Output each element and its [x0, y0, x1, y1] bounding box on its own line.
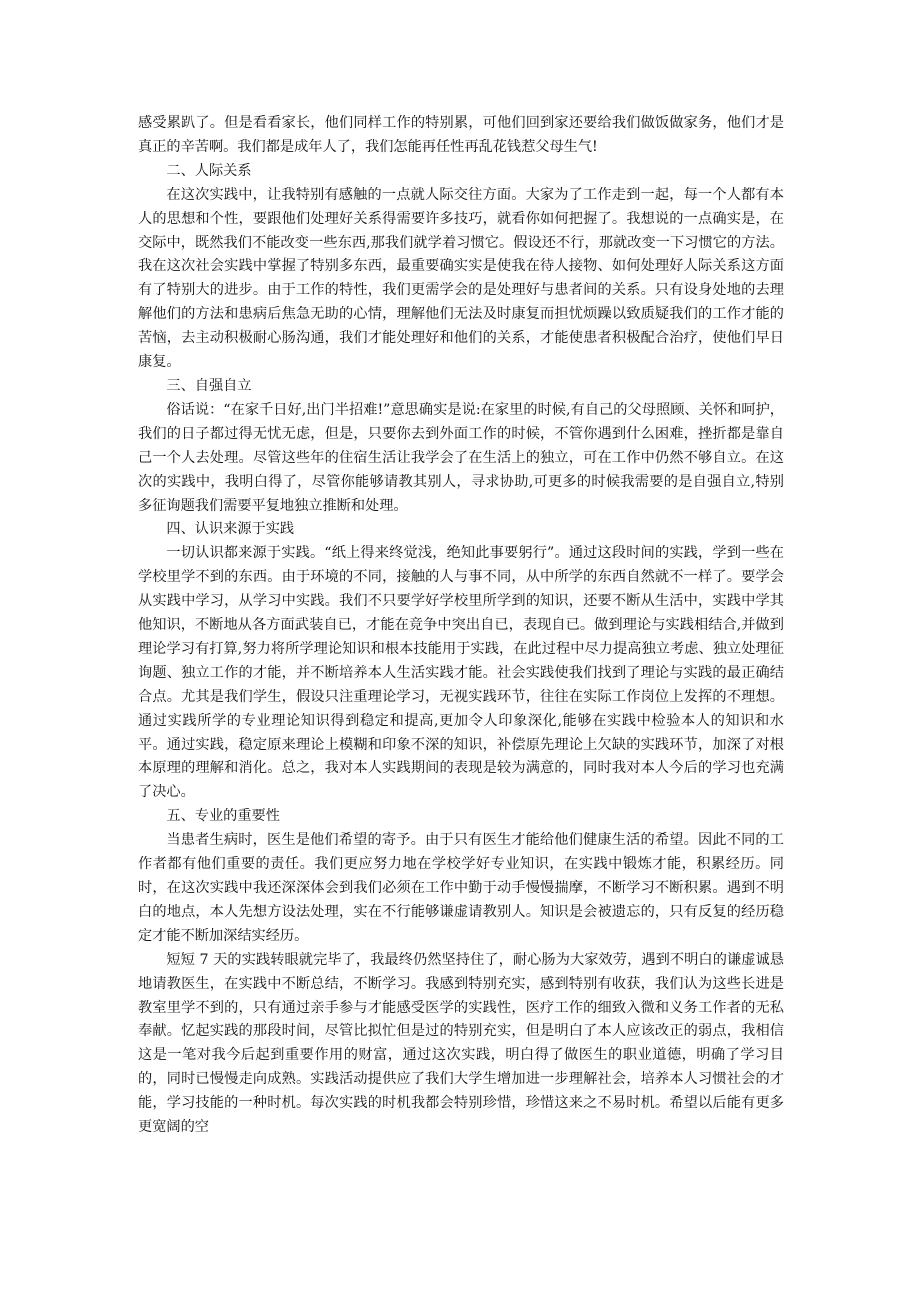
paragraph-specialty: 当患者生病时，医生是他们希望的寄予。由于只有医生才能给他们健康生活的希望。因此不同的工作者都有他们重要的责任。我们更应努力地在学校学好专业知识，在实践中锻炼才能，积累经历。同时，在这次实践中我还深深体会到我们必须在工作中勤于动手慢慢揣摩，不断学习不断积累。遇到不明白的地点，本人先想方设法处理，实在不行能够谦虚请教别人。知识是会被遗忘的，只有反复的经历稳定才能不断加深结实经历。 — [138, 832, 784, 944]
paragraph-self-reliance: 俗话说：“在家千日好,出门半招难!”意思确实是说:在家里的时候,有自己的父母照顾、关怀和呵护，我们的日子都过得无忧无虑，但是，只要你去到外面工作的时候，不管你遇到什么困难，挫折都是靠自己一个人去处理。尽管这些年的住宿生活让我学会了在生活上的独立，可在工作中仍然不够自立。在这次的实践中，我明白得了，尽管你能够请教其别人，寻求协助,可更多的时候我需要的是自强自立,特别多征询题我们需要平复地独立推断和处理。 — [138, 401, 784, 514]
section-heading-self-reliance: 三、自强自立 — [166, 377, 252, 394]
paragraph-conclusion: 短短 7 天的实践转眼就完毕了，我最终仍然坚持住了，耐心肠为大家效劳，遇到不明白的谦虚诚恳地请教医生，在实践中不断总结，不断学习。我感到特别充实，感到特别有收获，我们认为这些长进是教室里学不到的，只有通过亲手参与才能感受医学的实践性，医疗工作的细致入微和义务工作者的无私奉献。忆起实践的那段时间，尽管比拟忙但是过的特别充实，但是明白了本人应该改正的弱点，我相信这是一笔对我今后起到重要作用的财富，通过这次实践，明白得了做医生的职业道德，明确了学习目的，同时已慢慢走向成熟。实践活动提供应了我们大学生增加进一步理解社会，培养本人习惯社会的才能，学习技能的一种时机。每次实践的时机我都会特别珍惜，珍惜这来之不易时机。希望以后能有更多更宽阔的空 — [138, 951, 784, 1136]
paragraph-continued: 感受累趴了。但是看看家长，他们同样工作的特别累，可他们回到家还要给我们做饭做家务，他们才是真正的辛苦啊。我们都是成年人了，我们怎能再任性再乱花钱惹父母生气! — [138, 115, 784, 155]
paragraph-practice: 一切认识都来源于实践。“纸上得来终觉浅，绝知此事要躬行”。通过这段时间的实践，学到一些在学校里学不到的东西。由于环境的不同，接触的人与事不同，从中所学的东西自然就不一样了。要学会从实践中学习，从学习中实践。我们不只要学好学校里所学到的知识，还要不断从生活中，实践中学其他知识，不断地从各方面武装自已，才能在竞争中突出自已，表现自已。做到理论与实践相结合,并做到理论学习有打算,努力将所学理论知识和根本技能用于实践，在此过程中尽力提高独立考虑、独立处理征询题、独立工作的才能，并不断培养本人生活实践才能。社会实践使我们找到了理论与实践的最正确结合点。尤其是我们学生，假设只注重理论学习，无视实践环节，往往在实际工作岗位上发挥的不理想。通过实践所学的专业理论知识得到稳定和提高,更加令人印象深化,能够在实践中检验本人的知识和水平。通过实践，稳定原来理论上模糊和印象不深的知识，补偿原先理论上欠缺的实践环节，加深了对根本原理的理解和消化。总之，我对本人实践期间的表现是较为满意的，同时我对本人今后的学习也充满了决心。 — [138, 545, 784, 801]
paragraph-interpersonal: 在这次实践中，让我特别有感触的一点就人际交往方面。大家为了工作走到一起，每一个人都有本人的思想和个性，要跟他们处理好关系得需要许多技巧，就看你如何把握了。我想说的一点确实是，在交际中，既然我们不能改变一些东西,那我们就学着习惯它。假设还不行，那就改变一下习惯它的方法。我在这次社会实践中掌握了特别多东西，最重要确实实是使我在待人接物、如何处理好人际关系这方面有了特别大的进步。由于工作的特性，我们更需学会的是处理好与患者间的关系。只有设身处地的去理解他们的方法和患病后焦急无助的心情，理解他们无法及时康复而担忧烦躁以致质疑我们的工作才能的苦恼，去主动积极耐心肠沟通，我们才能处理好和他们的关系，才能使患者积极配合治疗，使他们早日康复。 — [138, 186, 784, 371]
document-page — [138, 112, 784, 1140]
section-heading-interpersonal: 二、人际关系 — [166, 162, 252, 179]
section-heading-specialty: 五、专业的重要性 — [166, 808, 280, 825]
section-heading-practice: 四、认识来源于实践 — [166, 521, 295, 538]
